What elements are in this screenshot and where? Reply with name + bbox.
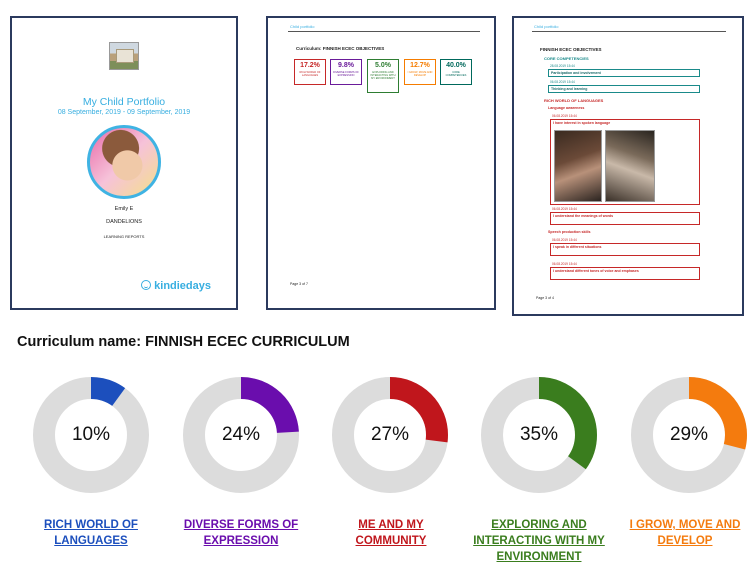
summary-box: 12.7% I GROW, MOVE AND DEVELOP: [404, 59, 436, 85]
header-divider: [288, 31, 480, 32]
progress-donut: [182, 376, 300, 494]
child-name: Emily E: [114, 206, 134, 212]
group-name: DANDELIONS: [106, 219, 142, 225]
kindiedays-logo: kindiedays: [141, 280, 211, 292]
report-detail-page[interactable]: [512, 16, 744, 316]
donut-percent-label: 10%: [71, 424, 111, 445]
header-divider: [532, 31, 726, 32]
report-type: LEARNING REPORTS: [103, 234, 145, 239]
entry-date: 06.08.2019 15:44: [552, 238, 577, 242]
area-link-i-grow-move-and-develop[interactable]: I GROW, MOVE AND DEVELOP: [629, 519, 741, 547]
entry-box: Participation and involvement: [548, 69, 700, 77]
entry-box-with-photos: I have interest in spoken language: [550, 119, 700, 205]
speech-heading: Speech production skills: [548, 230, 591, 234]
entry-box: I understand the meanings of words: [550, 212, 700, 225]
school-photo: [109, 42, 139, 70]
page-footer: Page 3 of 4: [536, 296, 554, 300]
report-cover-page[interactable]: [10, 16, 238, 310]
area-link-diverse-forms-of-expression[interactable]: DIVERSE FORMS OF EXPRESSION: [183, 519, 299, 547]
area-link-exploring-and-interacting[interactable]: EXPLORING AND INTERACTING WITH MY ENVIRONMENT: [473, 519, 605, 563]
entry-date: 06.08.2019 15:44: [552, 207, 577, 211]
progress-donut: [630, 376, 748, 494]
core-heading: CORE COMPETENCIES: [544, 56, 589, 61]
observation-photo: [554, 130, 602, 202]
donut-percent-label: 29%: [669, 424, 709, 445]
observation-photo: [605, 130, 655, 202]
detail-title: FINNISH ECEC OBJECTIVES: [540, 47, 602, 52]
entry-date: 06.08.2019 15:44: [552, 262, 577, 266]
portfolio-dates: 08 September, 2019 - 09 September, 2019: [57, 109, 191, 116]
donut-percent-label: 27%: [370, 424, 410, 445]
summary-box: 40.0% CORE COMPETENCIES: [440, 59, 472, 85]
entry-date: 06.08.2019 15:44: [552, 114, 577, 118]
curriculum-name: Curriculum name: FINNISH ECEC CURRICULUM: [17, 334, 350, 350]
page-header: Child portfolio: [290, 24, 315, 29]
smile-icon: [141, 280, 151, 290]
summary-title: Curriculum: FINNISH ECEC OBJECTIVES: [296, 46, 385, 51]
entry-box: Thinking and learning: [548, 85, 700, 93]
summary-box: 9.8% DIVERSE FORMS OF EXPRESSION: [330, 59, 362, 85]
language-awareness-heading: Language awareness: [548, 106, 585, 110]
summary-box: 17.2% RICH WORLD OF LANGUAGES: [294, 59, 326, 85]
area-link-rich-world-of-languages[interactable]: RICH WORLD OF LANGUAGES: [44, 519, 138, 547]
entry-date: 06.08.2019 15:44: [550, 80, 575, 84]
donut-percent-label: 24%: [221, 424, 261, 445]
child-photo: [87, 125, 161, 199]
progress-donut: [331, 376, 449, 494]
area-link-me-and-my-community[interactable]: ME AND MY COMMUNITY: [355, 519, 427, 547]
page-footer: Page 3 of 7: [290, 282, 308, 286]
portfolio-title: My Child Portfolio: [82, 96, 166, 108]
donut-percent-label: 35%: [519, 424, 559, 445]
page-header: Child portfolio: [534, 24, 559, 29]
entry-date: 28.08.2019 15:44: [550, 64, 575, 68]
progress-donut: [32, 376, 150, 494]
report-summary-page[interactable]: [266, 16, 496, 310]
languages-heading: RICH WORLD OF LANGUAGES: [544, 98, 604, 103]
entry-box: I understand different tones of voice and emphases: [550, 267, 700, 280]
summary-box: 5.0% EXPLORING AND INTERACTING WITH MY ENVIRONMENT: [367, 59, 399, 93]
entry-box: I speak in different situations: [550, 243, 700, 256]
progress-donut: [480, 376, 598, 494]
